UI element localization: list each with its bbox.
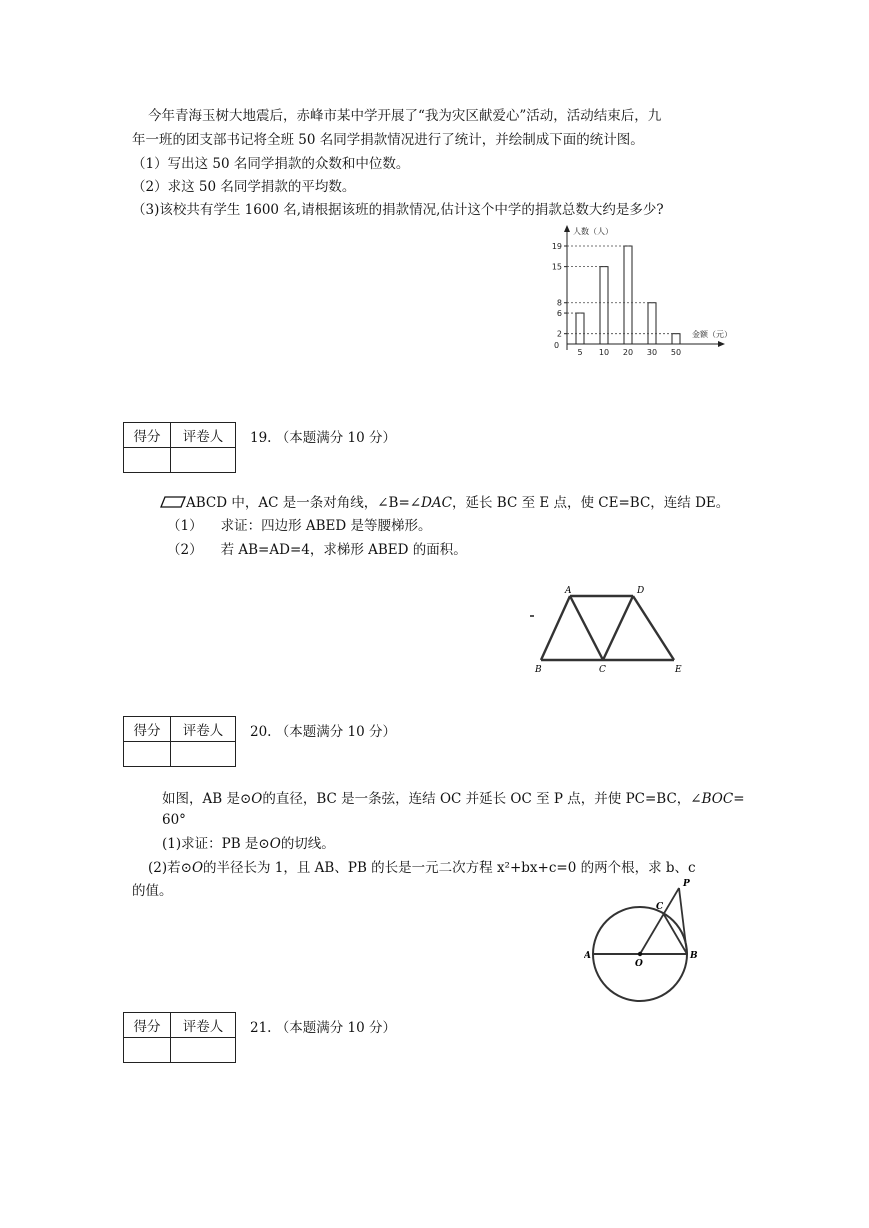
x-tick-5: 5: [577, 348, 583, 357]
q20-part1-circle-o: O: [269, 836, 281, 852]
q18-part2: （2）求这 50 名同学捐款的平均数。: [132, 179, 356, 195]
q20-stem-part-b: 的直径，BC 是一条弦，连结 OC 并延长 OC 至 P 点，并使 PC=BC，∠: [262, 791, 702, 807]
q20-part2-b: 的半径长为 1，且 AB、PB 的长是一元二次方程 x²+bx+c=0 的两个根，求 b、c: [203, 860, 696, 876]
fig19-label-e: E: [675, 665, 682, 675]
fig19-side-ab: [541, 596, 570, 660]
fig19-side-de: [633, 596, 674, 660]
bar-30: [648, 303, 656, 344]
donation-bar-chart: [520, 222, 750, 362]
parallelogram-icon: [160, 496, 186, 508]
q19-part1-num: （1）: [167, 518, 203, 534]
fig20-label-p: P: [683, 879, 690, 889]
fig19-label-b: B: [535, 665, 542, 675]
q21-score-label: 得分: [124, 1013, 171, 1038]
fig20-label-c: C: [656, 902, 664, 912]
q20-part2-a: (2)若⊙: [148, 860, 192, 876]
q19-part2-text: 若 AB=AD=4，求梯形 ABED 的面积。: [220, 542, 467, 558]
bar-20: [624, 246, 632, 344]
chart-y-arrow: [564, 225, 570, 232]
q21-title: 21. （本题满分 10 分）: [250, 1020, 397, 1036]
q19-score-cell[interactable]: [124, 448, 171, 473]
q19-stem-angle-dac: DAC: [421, 495, 452, 511]
q19-grader-cell[interactable]: [171, 448, 236, 473]
bar-5: [576, 313, 584, 344]
q20-part2: [148, 858, 696, 878]
x-tick-20: 20: [622, 348, 634, 357]
y-tick-19: 19: [551, 242, 562, 251]
y-tick-15: 15: [551, 262, 562, 272]
q20-stem-circle-o: O: [251, 791, 263, 807]
q19-part1-text: 求证：四边形 ABED 是等腰梯形。: [220, 518, 432, 534]
q20-part2-circle-o: O: [191, 860, 204, 876]
x-tick-10: 10: [598, 348, 610, 357]
q18-part3: （3)该校共有学生 1600 名,请根据该班的捐款情况,估计这个中学的捐款总数大约是多少?: [132, 202, 664, 218]
q20-score-label: 得分: [124, 717, 171, 742]
q20-part1: [162, 834, 335, 854]
fig19-diag-ac: [570, 596, 603, 660]
x-tick-30: 30: [646, 348, 658, 357]
q19-score-label: 得分: [124, 423, 171, 448]
q19-title: 19. （本题满分 10 分）: [250, 430, 397, 446]
fig19-label-c: C: [599, 665, 606, 675]
y-tick-8: 8: [556, 298, 562, 308]
q20-part1-a: (1)求证：PB 是⊙: [162, 836, 270, 852]
q20-score-table: [123, 716, 236, 767]
q20-stem-part-c: =: [733, 791, 745, 807]
q21-grader-label: 评卷人: [171, 1013, 236, 1038]
fig20-label-b: B: [690, 951, 698, 961]
x-tick-50: 50: [670, 348, 682, 357]
fig19-label-d: D: [637, 586, 645, 596]
q20-score-cell[interactable]: [124, 742, 171, 767]
q20-part1-b: 的切线。: [280, 836, 335, 852]
q19-grader-label: 评卷人: [171, 423, 236, 448]
fig20-center-dot: [638, 952, 642, 956]
chart-x-arrow: [718, 341, 725, 347]
q19-part2-num: （2）: [167, 542, 203, 558]
q19-stem-part-b: ，延长 BC 至 E 点，使 CE=BC，连结 DE。: [452, 495, 730, 511]
q21-score-cell[interactable]: [124, 1038, 171, 1063]
fig20-label-o: O: [635, 959, 643, 969]
q20-stem-part-a: 如图，AB 是⊙: [162, 791, 252, 807]
fig19-label-a: A: [565, 586, 572, 596]
chart-origin: 0: [554, 341, 560, 350]
q20-part2-line2: 的值。: [132, 883, 173, 899]
fig19-side-dc: [603, 596, 633, 660]
q18-intro-line2: 年一班的团支部书记将全班 50 名同学捐款情况进行了统计，并绘制成下面的统计图。: [132, 132, 644, 148]
q18-part1: （1）写出这 50 名同学捐款的众数和中位数。: [132, 156, 410, 172]
q20-grader-cell[interactable]: [171, 742, 236, 767]
q18-intro-line1: 今年青海玉树大地震后，赤峰市某中学开展了“我为灾区献爱心”活动，活动结束后，九: [148, 108, 662, 124]
q21-grader-cell[interactable]: [171, 1038, 236, 1063]
q19-stem-part-a: ABCD 中，AC 是一条对角线，∠B=∠: [186, 495, 422, 511]
fig20-label-a: A: [584, 951, 591, 961]
q19-part1: [167, 516, 432, 536]
y-tick-6: 6: [556, 309, 562, 319]
q19-score-table: [123, 422, 236, 473]
q20-stem-angle-boc: BOC: [701, 791, 734, 807]
q20-stem: [162, 789, 745, 809]
bar-50: [672, 334, 680, 344]
q21-score-table: [123, 1012, 236, 1063]
q20-stem-line2: 60°: [162, 812, 186, 828]
q19-stem: [160, 493, 729, 513]
trapezoid-figure: [530, 582, 690, 682]
q20-title: 20. （本题满分 10 分）: [250, 724, 397, 740]
q19-part2: [167, 540, 467, 560]
chart-xlabel: 金额（元）: [692, 330, 732, 339]
circle-tangent-figure: [584, 876, 714, 1006]
bar-10: [600, 267, 608, 344]
q20-grader-label: 评卷人: [171, 717, 236, 742]
chart-ylabel: 人数（人）: [573, 227, 613, 236]
y-tick-2: 2: [556, 329, 562, 339]
